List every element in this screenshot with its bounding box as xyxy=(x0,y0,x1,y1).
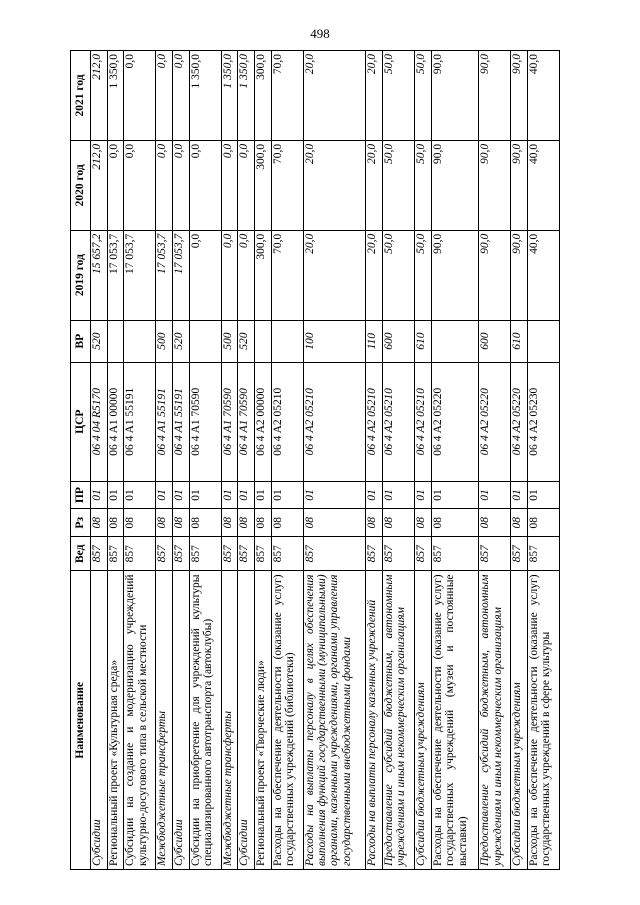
cell-2021: 70,0 xyxy=(271,51,303,141)
cell-ved: 857 xyxy=(271,537,303,571)
cell-rz: 08 xyxy=(172,509,189,537)
cell-pr: 01 xyxy=(527,481,559,509)
table-row xyxy=(511,51,528,870)
cell-vr: 500 xyxy=(221,320,238,362)
table-row xyxy=(366,51,383,870)
rotated-table-container xyxy=(70,50,560,870)
cell-2021: 90,0 xyxy=(479,51,511,141)
cell-rz: 08 xyxy=(271,509,303,537)
cell-ved: 857 xyxy=(221,537,238,571)
header-2021: 2021 год xyxy=(71,51,91,141)
cell-vr xyxy=(124,320,156,362)
table-row xyxy=(91,51,108,870)
table-row xyxy=(383,51,415,870)
cell-pr: 01 xyxy=(172,481,189,509)
cell-pr: 01 xyxy=(366,481,383,509)
cell-ved: 857 xyxy=(415,537,432,571)
cell-name: Расходы на выплаты персоналу казенных учреждений xyxy=(366,571,383,870)
cell-csr: 06 4 A2 05210 xyxy=(303,362,366,481)
cell-ved: 857 xyxy=(303,537,366,571)
header-2019: 2019 год xyxy=(71,230,91,320)
cell-2021: 1 350,0 xyxy=(107,51,124,141)
cell-rz: 08 xyxy=(303,509,366,537)
cell-2019: 0,0 xyxy=(189,230,221,320)
cell-2019: 90,0 xyxy=(479,230,511,320)
cell-rz: 08 xyxy=(383,509,415,537)
cell-2019: 15 657,2 xyxy=(91,230,108,320)
cell-csr: 06 4 A2 05220 xyxy=(431,362,478,481)
cell-csr: 06 4 04 R5170 xyxy=(91,362,108,481)
cell-2020: 300,0 xyxy=(254,140,271,230)
cell-vr xyxy=(431,320,478,362)
cell-2019: 17 053,7 xyxy=(107,230,124,320)
cell-pr: 01 xyxy=(107,481,124,509)
cell-name: Субсидии xyxy=(172,571,189,870)
cell-pr: 01 xyxy=(271,481,303,509)
cell-name: Субсидии бюджетным учреждениям xyxy=(511,571,528,870)
header-name: Наименование xyxy=(71,571,91,870)
cell-2020: 50,0 xyxy=(383,140,415,230)
cell-vr: 600 xyxy=(383,320,415,362)
table-row xyxy=(189,51,221,870)
cell-rz: 08 xyxy=(527,509,559,537)
cell-2020: 0,0 xyxy=(107,140,124,230)
budget-table xyxy=(70,50,560,870)
table-row xyxy=(221,51,238,870)
table-row xyxy=(527,51,559,870)
cell-2021: 90,0 xyxy=(511,51,528,141)
cell-2020: 0,0 xyxy=(156,140,173,230)
cell-2021: 0,0 xyxy=(156,51,173,141)
cell-name: Региональный проект «Творческие люди» xyxy=(254,571,271,870)
cell-csr: 06 4 A1 55191 xyxy=(124,362,156,481)
cell-2020: 90,0 xyxy=(511,140,528,230)
cell-2021: 1 350,0 xyxy=(189,51,221,141)
cell-name: Межбюджетные трансферты xyxy=(156,571,173,870)
cell-csr: 06 4 A1 70590 xyxy=(221,362,238,481)
cell-2019: 0,0 xyxy=(238,230,255,320)
table-row xyxy=(156,51,173,870)
cell-csr: 06 4 A2 05220 xyxy=(479,362,511,481)
cell-2020: 0,0 xyxy=(189,140,221,230)
cell-vr xyxy=(107,320,124,362)
cell-ved: 857 xyxy=(91,537,108,571)
cell-pr: 01 xyxy=(156,481,173,509)
cell-2021: 90,0 xyxy=(431,51,478,141)
cell-vr: 500 xyxy=(156,320,173,362)
table-row xyxy=(238,51,255,870)
header-csr: ЦСР xyxy=(71,362,91,481)
cell-pr: 01 xyxy=(91,481,108,509)
cell-2021: 20,0 xyxy=(366,51,383,141)
cell-2021: 0,0 xyxy=(172,51,189,141)
cell-2019: 17 053,7 xyxy=(156,230,173,320)
cell-vr: 100 xyxy=(303,320,366,362)
cell-vr: 610 xyxy=(511,320,528,362)
cell-rz: 08 xyxy=(415,509,432,537)
table-header-row xyxy=(71,51,91,870)
header-rz: Рз xyxy=(71,509,91,537)
cell-pr: 01 xyxy=(254,481,271,509)
cell-ved: 857 xyxy=(172,537,189,571)
cell-csr: 06 4 A2 05210 xyxy=(415,362,432,481)
cell-2019: 70,0 xyxy=(271,230,303,320)
cell-vr xyxy=(189,320,221,362)
cell-pr: 01 xyxy=(221,481,238,509)
cell-name: Субсидии xyxy=(238,571,255,870)
cell-2021: 1 350,0 xyxy=(221,51,238,141)
cell-rz: 08 xyxy=(189,509,221,537)
cell-2019: 17 053,7 xyxy=(172,230,189,320)
cell-2020: 0,0 xyxy=(221,140,238,230)
cell-rz: 08 xyxy=(431,509,478,537)
cell-vr xyxy=(271,320,303,362)
cell-name: Субсидии xyxy=(91,571,108,870)
cell-2019: 300,0 xyxy=(254,230,271,320)
cell-pr: 01 xyxy=(189,481,221,509)
cell-vr xyxy=(527,320,559,362)
cell-csr: 06 4 A1 55191 xyxy=(156,362,173,481)
header-2020: 2020 год xyxy=(71,140,91,230)
cell-2021: 300,0 xyxy=(254,51,271,141)
cell-ved: 857 xyxy=(366,537,383,571)
cell-rz: 08 xyxy=(156,509,173,537)
header-pr: ПР xyxy=(71,481,91,509)
cell-2020: 0,0 xyxy=(124,140,156,230)
cell-2019: 0,0 xyxy=(221,230,238,320)
cell-csr: 06 4 A2 05210 xyxy=(366,362,383,481)
table-row xyxy=(254,51,271,870)
cell-pr: 01 xyxy=(479,481,511,509)
cell-rz: 08 xyxy=(221,509,238,537)
cell-rz: 08 xyxy=(479,509,511,537)
cell-csr: 06 4 A2 05230 xyxy=(527,362,559,481)
cell-2020: 212,0 xyxy=(91,140,108,230)
cell-2021: 212,0 xyxy=(91,51,108,141)
cell-rz: 08 xyxy=(91,509,108,537)
cell-ved: 857 xyxy=(431,537,478,571)
cell-2021: 20,0 xyxy=(303,51,366,141)
table-row xyxy=(124,51,156,870)
cell-name: Межбюджетные трансферты xyxy=(221,571,238,870)
cell-ved: 857 xyxy=(479,537,511,571)
cell-vr xyxy=(254,320,271,362)
cell-rz: 08 xyxy=(124,509,156,537)
cell-name: Расходы на обеспечение деятельности (оказание услуг) государственных учреждений (музеи и постоянные выставки) xyxy=(431,571,478,870)
header-ved: Вед xyxy=(71,537,91,571)
cell-vr: 610 xyxy=(415,320,432,362)
cell-name: Предоставление субсидий бюджетным, автономным учреждениям и иным некоммерческим организациям xyxy=(479,571,511,870)
cell-pr: 01 xyxy=(303,481,366,509)
cell-rz: 08 xyxy=(366,509,383,537)
cell-vr: 520 xyxy=(238,320,255,362)
cell-pr: 01 xyxy=(431,481,478,509)
cell-2020: 90,0 xyxy=(479,140,511,230)
cell-csr: 06 4 A2 05210 xyxy=(271,362,303,481)
cell-rz: 08 xyxy=(511,509,528,537)
cell-2021: 1 350,0 xyxy=(238,51,255,141)
cell-csr: 06 4 A1 70590 xyxy=(238,362,255,481)
cell-2019: 17 053,7 xyxy=(124,230,156,320)
cell-2019: 20,0 xyxy=(303,230,366,320)
page-number: 498 xyxy=(310,26,330,41)
cell-csr: 06 4 A2 05210 xyxy=(383,362,415,481)
cell-name: Расходы на выплаты персоналу в целях обеспечения выполнения функций государственными (муниципальными) органами, казенными учреждениями, органами управления государственными внебюджетными фондами xyxy=(303,571,366,870)
cell-2020: 20,0 xyxy=(303,140,366,230)
cell-ved: 857 xyxy=(383,537,415,571)
cell-name: Расходы на обеспечение деятельности (оказание услуг) государственных учреждений (библиотеки) xyxy=(271,571,303,870)
cell-pr: 01 xyxy=(511,481,528,509)
table-row xyxy=(431,51,478,870)
cell-2019: 50,0 xyxy=(383,230,415,320)
cell-2020: 70,0 xyxy=(271,140,303,230)
cell-name: Субсидии на приобретение для учреждений культуры специализированного автотранспорта (автоклубы) xyxy=(189,571,221,870)
cell-name: Субсидии бюджетным учреждениям xyxy=(415,571,432,870)
cell-ved: 857 xyxy=(189,537,221,571)
cell-2021: 40,0 xyxy=(527,51,559,141)
cell-2021: 50,0 xyxy=(415,51,432,141)
cell-2020: 0,0 xyxy=(172,140,189,230)
cell-vr: 600 xyxy=(479,320,511,362)
cell-2019: 90,0 xyxy=(431,230,478,320)
cell-csr: 06 4 A2 05220 xyxy=(511,362,528,481)
header-vr: ВР xyxy=(71,320,91,362)
cell-ved: 857 xyxy=(238,537,255,571)
cell-rz: 08 xyxy=(238,509,255,537)
cell-ved: 857 xyxy=(156,537,173,571)
cell-2021: 50,0 xyxy=(383,51,415,141)
cell-name: Субсидии на создание и модернизацию учреждений культурно-досугового типа в сельской местности xyxy=(124,571,156,870)
cell-2019: 20,0 xyxy=(366,230,383,320)
cell-pr: 01 xyxy=(124,481,156,509)
cell-vr: 110 xyxy=(366,320,383,362)
cell-pr: 01 xyxy=(415,481,432,509)
table-row xyxy=(415,51,432,870)
cell-2019: 40,0 xyxy=(527,230,559,320)
cell-csr: 06 4 A1 70590 xyxy=(189,362,221,481)
cell-name: Предоставление субсидий бюджетным, автономным учреждениям и иным некоммерческим организациям xyxy=(383,571,415,870)
table-row xyxy=(271,51,303,870)
cell-name: Региональный проект «Культурная среда» xyxy=(107,571,124,870)
table-row xyxy=(303,51,366,870)
cell-name: Расходы на обеспечение деятельности (оказание услуг) государственных учреждений в сфере культуры xyxy=(527,571,559,870)
cell-2020: 40,0 xyxy=(527,140,559,230)
cell-ved: 857 xyxy=(511,537,528,571)
cell-ved: 857 xyxy=(107,537,124,571)
table-row xyxy=(479,51,511,870)
cell-rz: 08 xyxy=(107,509,124,537)
cell-2019: 90,0 xyxy=(511,230,528,320)
cell-2021: 0,0 xyxy=(124,51,156,141)
cell-2020: 0,0 xyxy=(238,140,255,230)
cell-csr: 06 4 A1 55191 xyxy=(172,362,189,481)
cell-2020: 20,0 xyxy=(366,140,383,230)
cell-ved: 857 xyxy=(527,537,559,571)
cell-ved: 857 xyxy=(254,537,271,571)
cell-2019: 50,0 xyxy=(415,230,432,320)
cell-vr: 520 xyxy=(91,320,108,362)
table-row xyxy=(107,51,124,870)
cell-rz: 08 xyxy=(254,509,271,537)
cell-vr: 520 xyxy=(172,320,189,362)
cell-2020: 90,0 xyxy=(431,140,478,230)
cell-pr: 01 xyxy=(238,481,255,509)
cell-csr: 06 4 A1 00000 xyxy=(107,362,124,481)
cell-2020: 50,0 xyxy=(415,140,432,230)
cell-pr: 01 xyxy=(383,481,415,509)
cell-ved: 857 xyxy=(124,537,156,571)
table-row xyxy=(172,51,189,870)
cell-csr: 06 4 A2 00000 xyxy=(254,362,271,481)
